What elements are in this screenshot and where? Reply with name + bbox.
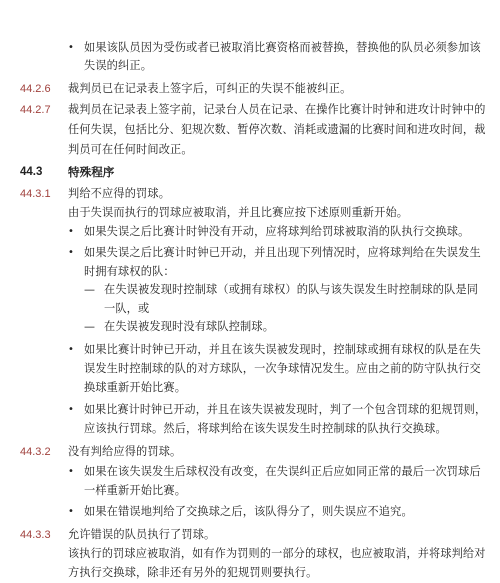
bullet-text: 如果失误之后比赛计时钟没有开动，应将球判给罚球被取消的队执行交换球。	[84, 225, 470, 238]
sub-item-text: 一队，或	[104, 302, 150, 315]
section-number-44-3-3: 44.3.3	[20, 529, 51, 541]
bullet-dot: •	[68, 466, 74, 477]
paragraph-line: 如果该队员因为受伤或者已被取消比赛资格而被替换，替换他的队员必须参加该	[84, 41, 481, 54]
section-number-44-2-6: 44.2.6	[20, 83, 51, 95]
section-title-44-3-3: 允许错误的队员执行了罚球。	[68, 528, 216, 541]
sub-item-text: 在失误被发现时控制球（或拥有球权）的队与该失误发生时控制球的队是同	[104, 283, 479, 296]
paragraph-line: 任何失误，包括比分、犯规次数、暂停次数、消耗或遗漏的比赛时间和进攻时间，裁	[68, 123, 486, 136]
paragraph-line: 失误的纠正。	[84, 59, 153, 72]
bullet-text: 换球重新开始比赛。	[84, 381, 187, 394]
bullet-text: 应该执行罚球。然后，将球判给在该失误发生时控制球的队执行交换球。	[84, 422, 447, 435]
bullet-text: 如果在错误地判给了交换球之后，该队得分了，则失误应不追究。	[84, 505, 413, 518]
section-text-44-2-6: 裁判员已在记录表上签字后，可纠正的失误不能被纠正。	[68, 82, 352, 95]
paragraph-line: 方执行交换球，除非还有另外的犯规罚则要执行。	[68, 566, 318, 579]
bullet-text: 一样重新开始比赛。	[84, 484, 187, 497]
paragraph-line: 该执行的罚球应被取消，如有作为罚则的一部分的球权，也应被取消，并将球判给对	[68, 547, 486, 560]
section-number-44-3-1: 44.3.1	[20, 188, 51, 200]
paragraph-line: 由于失误而执行的罚球应被取消，并且比赛应按下述原则重新开始。	[68, 206, 409, 219]
dash-marker: —	[84, 283, 95, 296]
bullet-text: 如果在该失误发生后球权没有改变，在失误纠正后应如同正常的最后一次罚球后	[84, 465, 481, 478]
bullet-text: 误发生时控制球的队的对方球队，一次争球情况发生。应由之前的防守队执行交	[84, 362, 481, 375]
bullet-dot: •	[68, 344, 74, 355]
bullet-dot: •	[68, 42, 74, 53]
section-title-44-3-2: 没有判给应得的罚球。	[68, 445, 182, 458]
section-number-44-3-2: 44.3.2	[20, 446, 51, 458]
bullet-dot: •	[68, 506, 74, 517]
section-title-44-3-1: 判给不应得的罚球。	[68, 187, 171, 200]
bullet-text: 如果比赛计时钟已开动，并且在该失误被发现时，控制球或拥有球权的队是在失	[84, 343, 481, 356]
paragraph-line: 判员可在任何时间改正。	[68, 143, 193, 156]
bullet-text: 如果比赛计时钟已开动，并且在该失误被发现时，判了一个包含罚球的犯规罚则，	[84, 403, 487, 416]
paragraph-line: 裁判员在记录表上签字前，记录台人员在记录、在操作比赛计时钟和进攻计时钟中的	[68, 103, 486, 116]
dash-marker: —	[84, 320, 95, 333]
section-number-44-3: 44.3	[20, 166, 43, 178]
section-heading-44-3: 特殊程序	[68, 165, 115, 179]
sub-item-text: 在失误被发现时没有球队控制球。	[104, 320, 275, 333]
bullet-dot: •	[68, 404, 74, 415]
bullet-dot: •	[68, 226, 74, 237]
bullet-text: 时拥有球权的队：	[84, 265, 175, 278]
section-number-44-2-7: 44.2.7	[20, 104, 51, 116]
bullet-dot: •	[68, 247, 74, 258]
bullet-text: 如果失误之后比赛计时钟已开动，并且出现下列情况时，应将球判给在失误发生	[84, 246, 481, 259]
